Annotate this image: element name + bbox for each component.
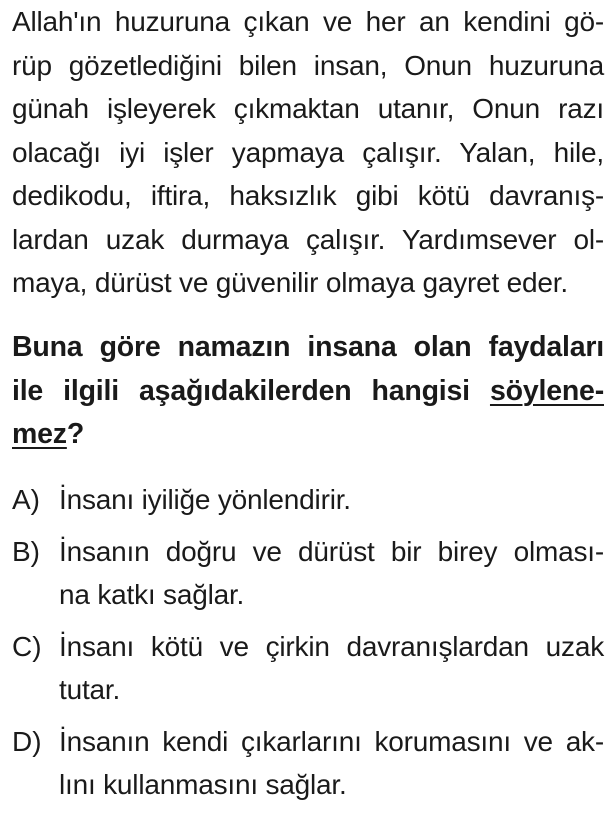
option-line: İnsanı kötü ve çirkin davranışlardan uzak [59,630,604,662]
option-line: na katkı sağlar. [59,579,245,610]
option-line: İnsanın kendi çıkarlarını korumasını ve ak- [59,725,604,757]
option-d[interactable] [12,720,604,807]
option-a[interactable] [12,478,604,522]
option-line: İnsanı iyiliğe yönlendirir. [59,484,351,515]
option-text [59,530,604,617]
option-line: İnsanın doğru ve dürüst bir birey olması- [59,535,604,567]
question-line: Buna göre namazın insana olan faydaları [12,331,604,363]
question-mark: ? [66,418,85,450]
passage-line: olacağı iyi işler yapmaya çalışır. Yalan, hile, [12,136,604,168]
option-letter: D) [12,725,42,757]
question-stem [12,326,604,457]
passage-line: dedikodu, iftira, haksızlık gibi kötü davranış- [12,180,604,211]
question-text: ile ilgili aşağıdakilerden hangisi [12,374,490,407]
option-b[interactable] [12,530,604,617]
option-text [59,625,604,712]
underlined-keyword: mez [12,418,67,450]
option-line: lını kullanmasını sağlar. [59,769,347,800]
option-letter: C) [12,630,42,662]
passage-line: Allah'ın huzuruna çıkan ve her an kendini gö- [12,6,604,37]
underlined-keyword: söylene- [489,374,604,407]
option-letter: B) [12,535,40,567]
passage-line: lardan uzak durmaya çalışır. Yardımsever ol- [12,223,604,255]
passage-line: günah işleyerek çıkmaktan utanır, Onun razı [12,93,604,124]
passage-line: maya, dürüst ve güvenilir olmaya gayret eder. [12,267,568,298]
question-line [12,370,604,414]
option-c[interactable] [12,625,604,712]
passage-line: rüp gözetlediğini bilen insan, Onun huzuruna [12,49,604,81]
question-line [12,413,604,457]
option-line: tutar. [59,674,121,705]
answer-options [12,478,604,815]
reading-passage [12,0,604,305]
option-text [59,720,604,807]
option-letter: A) [12,484,40,515]
option-text [59,478,604,522]
